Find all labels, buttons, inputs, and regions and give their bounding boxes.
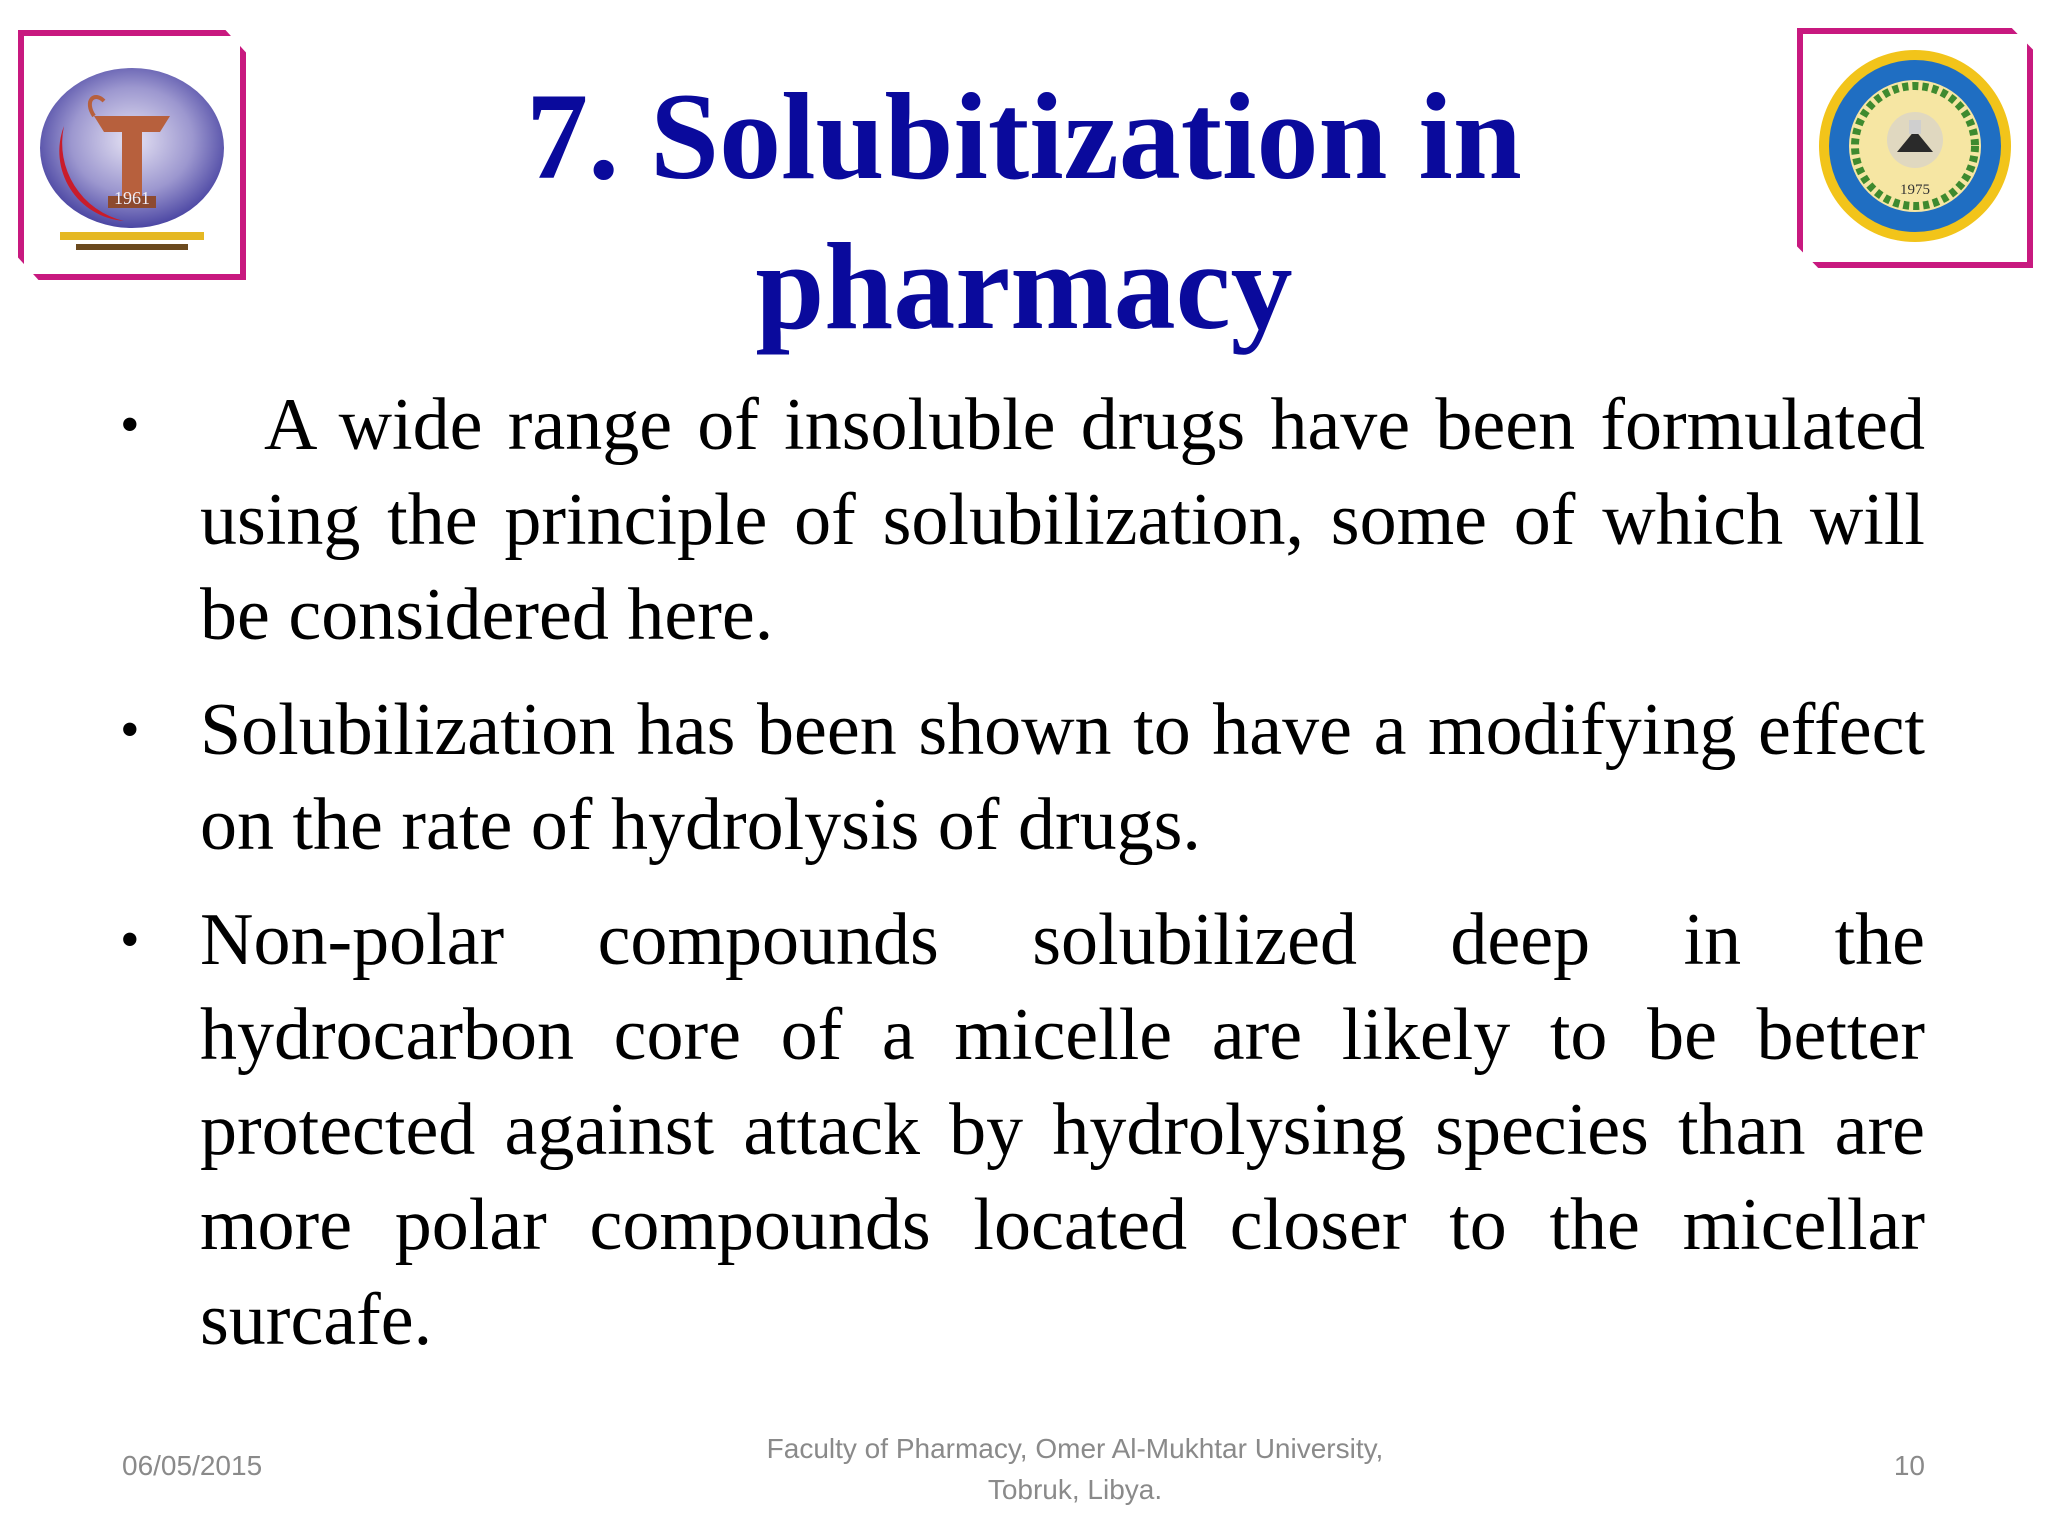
list-item	[120, 683, 1925, 873]
university-seal-icon	[1803, 34, 2027, 262]
footer-institution	[700, 1428, 1450, 1510]
bullet-icon: •	[120, 394, 140, 456]
university-logo	[1797, 28, 2033, 268]
slide-title: 7. Solubitization in pharmacy	[526, 68, 1522, 355]
page-number: 10	[1893, 1450, 1925, 1481]
bullet-icon: •	[120, 699, 140, 761]
svg-text:1961: 1961	[114, 188, 150, 208]
footer-institution-line1: Faculty of Pharmacy, Omer Al-Mukhtar University,	[766, 1433, 1384, 1464]
bullet-list	[120, 378, 1925, 1388]
list-item	[120, 893, 1925, 1368]
faculty-emblem-icon	[24, 36, 240, 274]
footer-institution-line2: Tobruk, Libya.	[987, 1474, 1163, 1505]
bullet-icon: •	[120, 909, 140, 971]
bullet-text: Non-polar compounds solubilized deep in the hydrocarbon core of a micelle are likely to be better protected against attack by hydrolysing species than are more polar compounds located closer to the micellar surcafe.	[200, 899, 1925, 1361]
bullet-text: Solubilization has been shown to have a modifying effect on the rate of hydrolysis of drugs.	[200, 689, 1925, 866]
footer-date: 06/05/2015	[122, 1450, 263, 1481]
bullet-text: A wide range of insoluble drugs have been formulated using the principle of solubilization, some of which will be considered here.	[200, 384, 1925, 656]
svg-text:1975: 1975	[1900, 182, 1930, 198]
faculty-logo	[18, 30, 246, 280]
list-item	[120, 378, 1925, 663]
